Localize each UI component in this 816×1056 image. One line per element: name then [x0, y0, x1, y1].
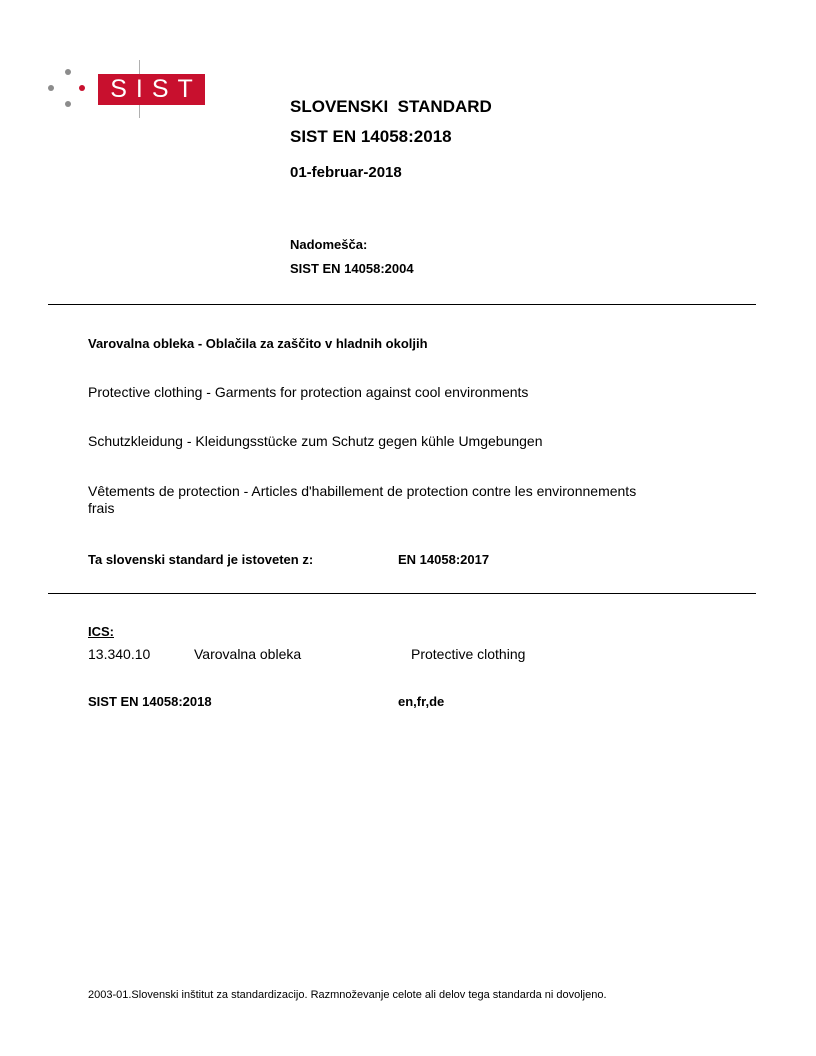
- logo-dot-icon: [65, 101, 71, 107]
- title-english: Protective clothing - Garments for protection against cool environments: [88, 384, 529, 400]
- ics-code: 13.340.10: [88, 646, 151, 662]
- logo-text: SIST: [110, 75, 202, 103]
- standard-date: 01-februar-2018: [290, 164, 402, 181]
- divider-bottom: [48, 593, 756, 594]
- replaces-value: SIST EN 14058:2004: [290, 261, 414, 276]
- replaces-label: Nadomešča:: [290, 237, 368, 252]
- copyright-footer: 2003-01.Slovenski inštitut za standardizacijo. Razmnoževanje celote ali delov tega standarda ni dovoljeno.: [88, 989, 607, 1001]
- summary-standard-id: SIST EN 14058:2018: [88, 694, 212, 709]
- title-french-line2: frais: [88, 500, 115, 516]
- identical-label: Ta slovenski standard je istoveten z:: [88, 552, 314, 567]
- title-french-line1: Vêtements de protection - Articles d'habillement de protection contre les environnements: [88, 483, 637, 499]
- summary-languages: en,fr,de: [398, 694, 445, 709]
- logo-dot-icon: [48, 85, 54, 91]
- ics-slovenian: Varovalna obleka: [194, 646, 302, 662]
- title-german: Schutzkleidung - Kleidungsstücke zum Schutz gegen kühle Umgebungen: [88, 433, 543, 449]
- standard-id: SIST EN 14058:2018: [290, 127, 452, 146]
- logo-dot-icon: [65, 69, 71, 75]
- divider-top: [48, 304, 756, 305]
- logo-dot-icon: [79, 85, 85, 91]
- ics-label: ICS:: [88, 624, 114, 639]
- identical-value: EN 14058:2017: [398, 552, 490, 567]
- standard-type: SLOVENSKI STANDARD: [290, 97, 492, 116]
- title-slovenian: Varovalna obleka - Oblačila za zaščito v hladnih okoljih: [88, 336, 428, 351]
- ics-english: Protective clothing: [411, 646, 526, 662]
